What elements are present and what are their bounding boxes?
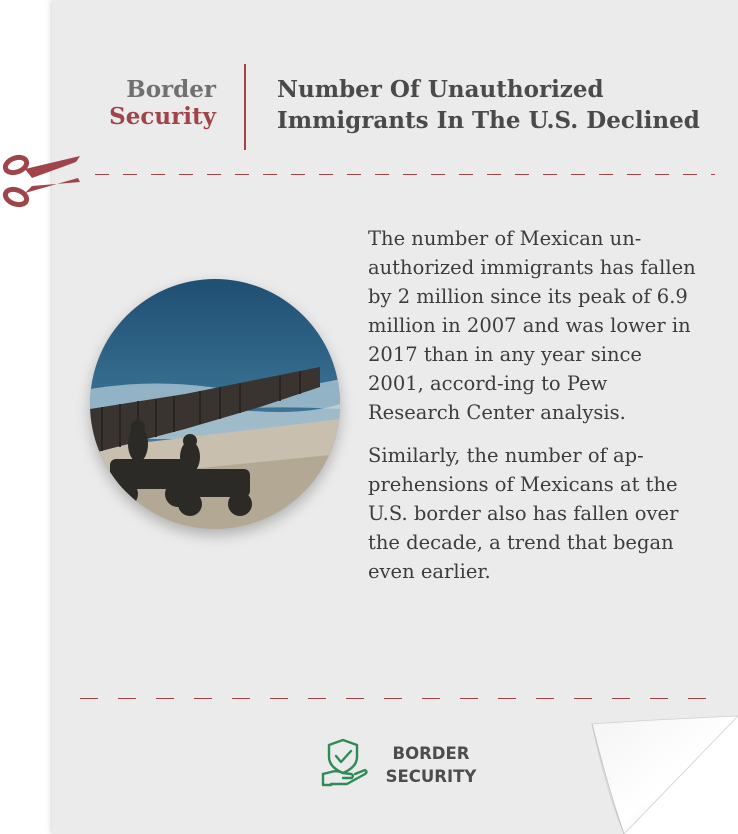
article-body bbox=[368, 224, 698, 600]
footer-brand-line2: SECURITY bbox=[385, 767, 477, 786]
header-tag bbox=[100, 76, 216, 130]
article-paragraph-2: Similarly, the number of ap-prehensions of Mexicans at the U.S. border also has fallen over the decade, a trend that began even earlier. bbox=[368, 444, 679, 583]
page-title: Number Of Unauthorized Immigrants In The U.S. Declined bbox=[277, 76, 700, 134]
cut-line-top bbox=[95, 174, 715, 175]
header-tag-line1: Border bbox=[126, 76, 216, 103]
cut-line-bottom bbox=[80, 698, 715, 699]
footer-brand bbox=[376, 742, 486, 788]
header-tag-line2: Security bbox=[109, 103, 216, 130]
article-paragraph-1: The number of Mexican un-authorized immigrants has fallen by 2 million since its peak of 6.9 million in 2007 and was lower in 2017 than in any year since 2001, accord-ing to Pew Research Center analysis. bbox=[368, 227, 696, 424]
border-fence-photo bbox=[90, 279, 340, 529]
header-divider bbox=[244, 64, 246, 150]
hand-shield-check-icon bbox=[321, 738, 371, 788]
page-curl bbox=[586, 700, 738, 834]
footer-brand-line1: BORDER bbox=[392, 744, 470, 763]
scissors-icon bbox=[0, 148, 82, 214]
